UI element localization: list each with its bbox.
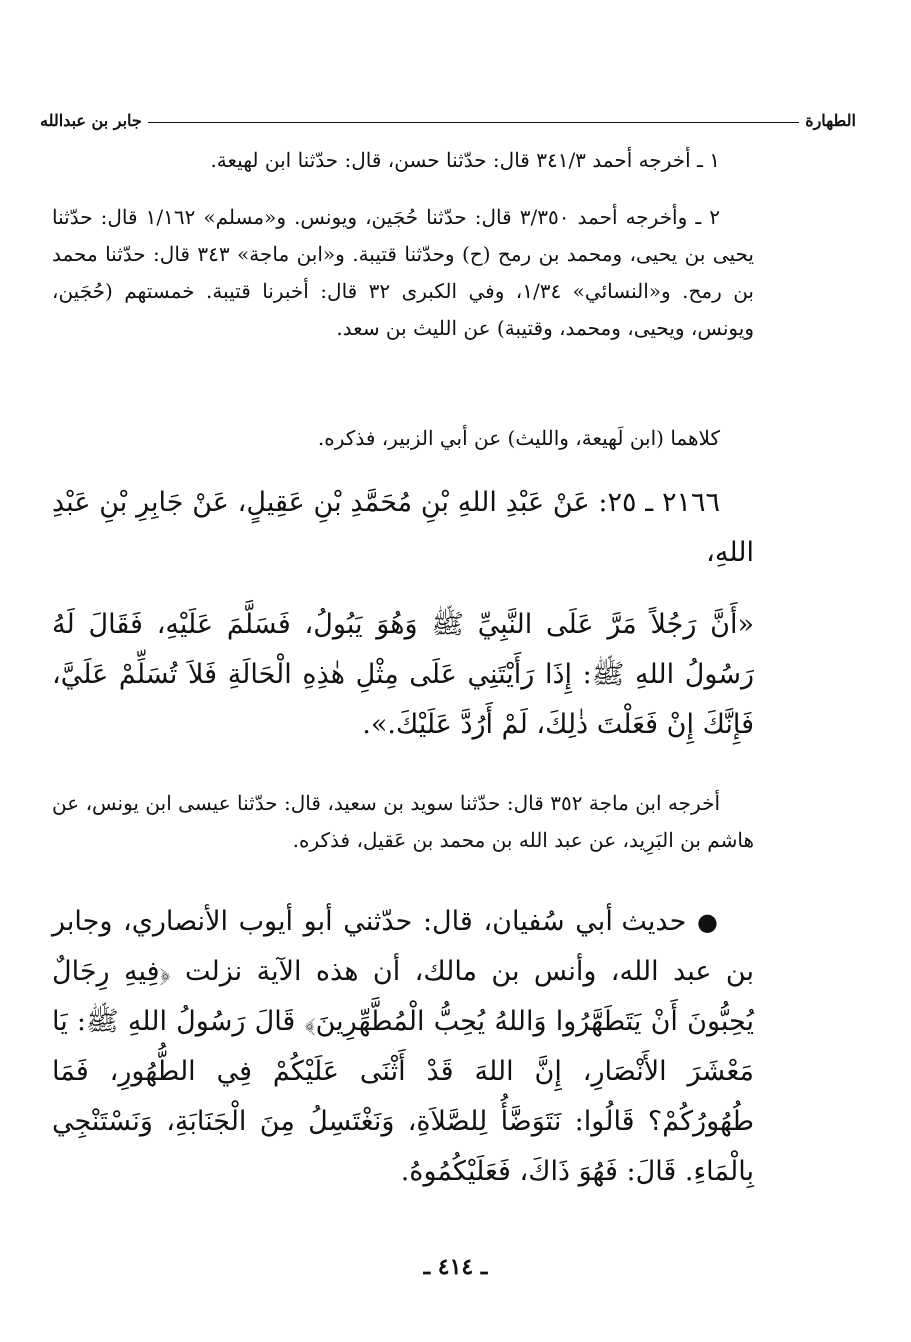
hadith-matn: «أَنَّ رَجُلاً مَرَّ عَلَى النَّبِيِّ ﷺ وَهُوَ يَبُولُ، فَسَلَّمَ عَلَيْهِ، فَقَالَ لَهُ رَسُولُ اللهِ ﷺ: إِذَا رَأَيْتَنِي عَلَى مِثْلِ هٰذِهِ الْحَالَةِ فَلاَ تُسَلِّمْ عَلَيَّ، فَإِنَّكَ إِنْ فَعَلْتَ ذٰلِكَ، لَمْ أَرُدَّ عَلَيْكَ.». [52, 609, 754, 740]
header-narrator: جابر بن عبدالله [40, 111, 142, 130]
hadith-abi-sufyan-text: حديث أبي سُفيان، قال: حدّثني أبو أيوب الأنصاري، وجابر بن عبد الله، وأنس بن مالك، أن هذه الآية نزلت ﴿فِيهِ رِجَالٌ يُحِبُّونَ أَنْ يَتَطَهَّرُوا وَاللهُ يُحِبُّ الْمُطَّهِّرِينَ﴾ قَالَ رَسُولُ اللهِ ﷺ: يَا مَعْشَرَ الأَنْصَارِ، إِنَّ اللهَ قَدْ أَثْنَى عَلَيْكُمْ فِي الطُّهُورِ، فَمَا طُهُورُكُمْ؟ قَالُوا: نَتَوَضَّأُ لِلصَّلاَةِ، وَنَغْتَسِلُ مِنَ الْجَنَابَةِ، وَنَسْتَنْجِي بِالْمَاءِ. قَالَ: فَهُوَ ذَاكَ، فَعَلَيْكُمُوهُ. [52, 906, 754, 1187]
header-rule [148, 122, 799, 123]
footnote-1: ١ ـ أخرجه أحمد ٣٤١/٣ قال: حدّثنا حسن، قال: حدّثنا ابن لهيعة. [210, 148, 720, 172]
page-number: ـ ٤١٤ ـ [423, 1254, 488, 1280]
header-chapter: الطهارة [805, 111, 856, 130]
bullet-icon: ● [696, 908, 720, 936]
footnote-2: ٢ ـ وأخرجه أحمد ٣/٣٥٠ قال: حدّثنا حُجَين، ويونس. و«مسلم» ١/١٦٢ قال: حدّثنا يحيى بن يحيى، ومحمد بن رمح (ح) وحدّثنا قتيبة. و«ابن ماجة» ٣٤٣ قال: حدّثنا محمد بن رمح. و«النسائي» ١/٣٤، وفي الكبرى ٣٢ قال: أخبرنا قتيبة. خمستهم (حُجَين، ويونس، ويحيى، ومحمد، وقتيبة) عن الليث بن سعد. [52, 205, 754, 340]
running-header [40, 102, 856, 130]
hadith-abi-sufyan [52, 897, 754, 1197]
hadith-isnad: ٢١٦٦ ـ ٢٥: عَنْ عَبْدِ اللهِ بْنِ مُحَمَّدِ بْنِ عَقِيلٍ، عَنْ جَابِرِ بْنِ عَبْدِ اللهِ، [52, 487, 754, 568]
footnote-3: كلاهما (ابن لَهيعة، والليث) عن أبي الزبير، فذكره. [317, 426, 720, 450]
hadith-takhrij: أخرجه ابن ماجة ٣٥٢ قال: حدّثنا سويد بن سعيد، قال: حدّثنا عيسى ابن يونس، عن هاشم بن البَرِيد، عن عبد الله بن محمد بن عَقيل، فذكره. [52, 791, 754, 852]
